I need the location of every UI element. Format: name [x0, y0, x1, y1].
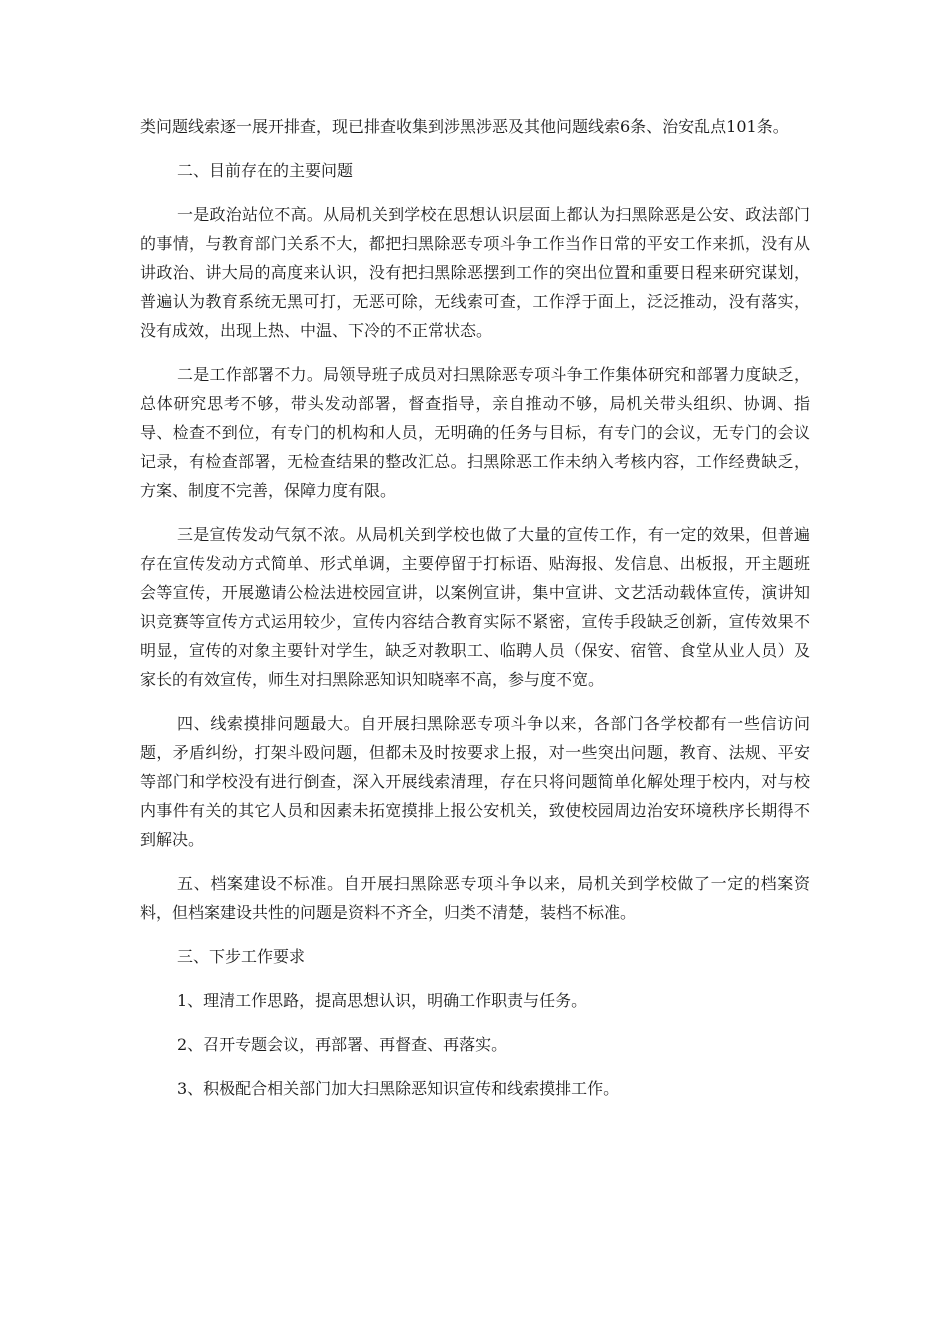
requirement-item-3: 3、积极配合相关部门加大扫黑除恶知识宣传和线索摸排工作。 — [177, 1079, 620, 1098]
problem-paragraph-5: 五、档案建设不标准。自开展扫黑除恶专项斗争以来，局机关到学校做了一定的档案资料，但档案建设共性的问题是资料不齐全，归类不清楚，装档不标准。 — [140, 874, 810, 922]
document-body — [140, 112, 810, 1118]
section-heading-next-steps: 三、下步工作要求 — [177, 947, 306, 966]
continuation-paragraph: 类问题线索逐一展开排查，现已排查收集到涉黑涉恶及其他问题线索6条、治安乱点101条。 — [140, 117, 789, 136]
requirement-item-1: 1、理清工作思路，提高思想认识，明确工作职责与任务。 — [177, 991, 588, 1010]
problem-paragraph-2: 二是工作部署不力。局领导班子成员对扫黑除恶专项斗争工作集体研究和部署力度缺乏，总体研究思考不够，带头发动部署，督查指导，亲自推动不够，局机关带头组织、协调、指导、检查不到位，有专门的机构和人员，无明确的任务与目标，有专门的会议，无专门的会议记录，有检查部署，无检查结果的整改汇总。扫黑除恶工作未纳入考核内容，工作经费缺乏，方案、制度不完善，保障力度有限。 — [140, 365, 810, 500]
problem-paragraph-3: 三是宣传发动气氛不浓。从局机关到学校也做了大量的宣传工作，有一定的效果，但普遍存在宣传发动方式简单、形式单调，主要停留于打标语、贴海报、发信息、出板报，开主题班会等宣传，开展邀请公检法进校园宣讲，以案例宣讲，集中宣讲、文艺活动载体宣传，演讲知识竞赛等宣传方式运用较少，宣传内容结合教育实际不紧密，宣传手段缺乏创新，宣传效果不明显，宣传的对象主要针对学生，缺乏对教职工、临聘人员（保安、宿管、食堂从业人员）及家长的有效宣传，师生对扫黑除恶知识知晓率不高，参与度不宽。 — [140, 525, 810, 689]
requirement-item-2: 2、召开专题会议，再部署、再督查、再落实。 — [177, 1035, 508, 1054]
problem-paragraph-4: 四、线索摸排问题最大。自开展扫黑除恶专项斗争以来，各部门各学校都有一些信访问题，矛盾纠纷，打架斗殴问题，但都未及时按要求上报，对一些突出问题，教育、法规、平安等部门和学校没有进行倒查，深入开展线索清理，存在只将问题简单化解处理于校内，对与校内事件有关的其它人员和因素未拓宽摸排上报公安机关，致使校园周边治安环境秩序长期得不到解决。 — [140, 714, 810, 849]
section-heading-problems: 二、目前存在的主要问题 — [177, 161, 354, 180]
problem-paragraph-1: 一是政治站位不高。从局机关到学校在思想认识层面上都认为扫黑除恶是公安、政法部门的事情，与教育部门关系不大，都把扫黑除恶专项斗争工作当作日常的平安工作来抓，没有从讲政治、讲大局的高度来认识，没有把扫黑除恶摆到工作的突出位置和重要日程来研究谋划，普遍认为教育系统无黑可打，无恶可除，无线索可查，工作浮于面上，泛泛推动，没有落实，没有成效，出现上热、中温、下冷的不正常状态。 — [140, 205, 810, 340]
